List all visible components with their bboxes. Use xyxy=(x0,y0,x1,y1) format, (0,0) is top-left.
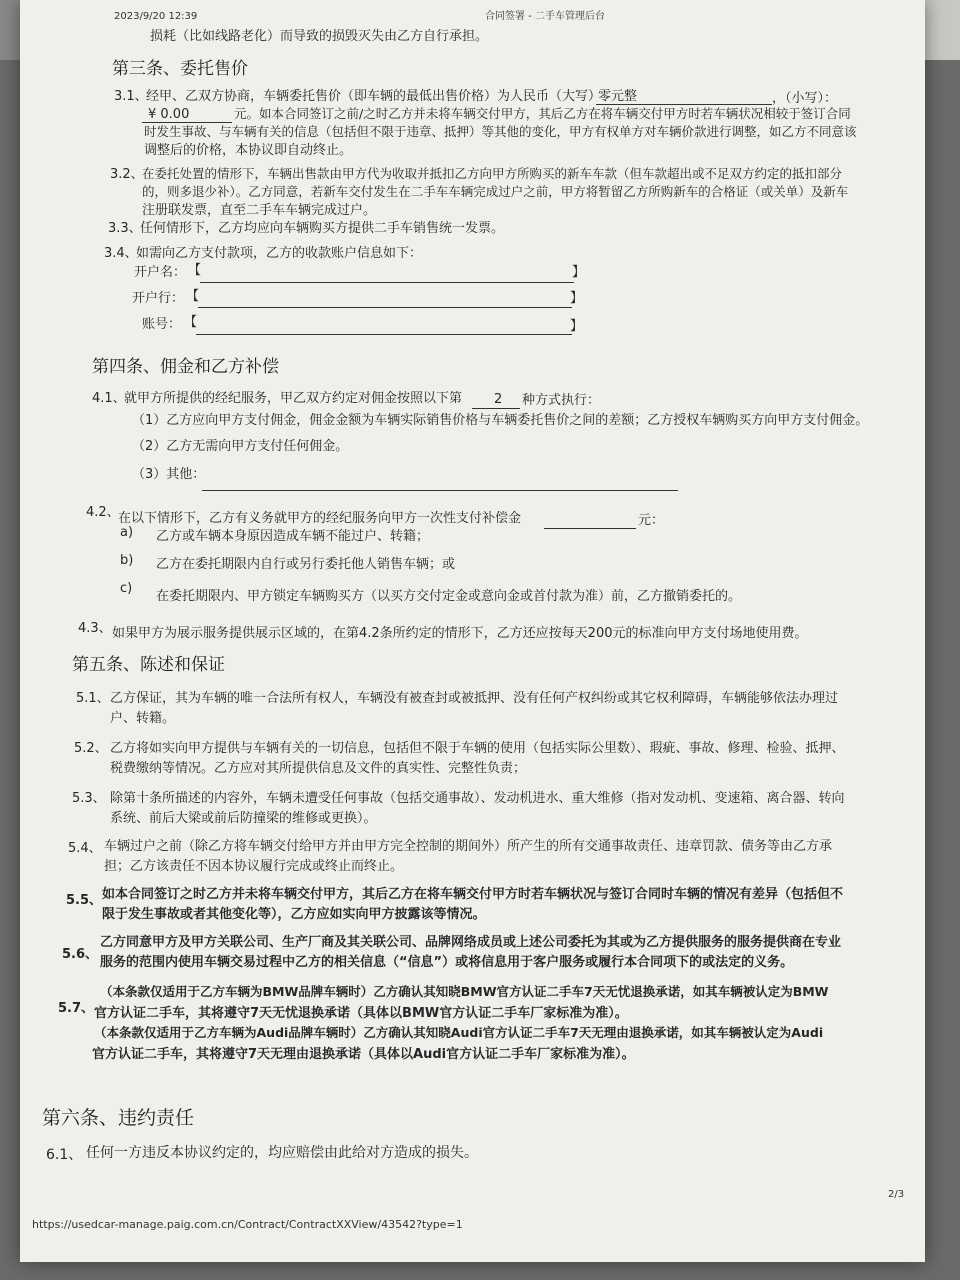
clause-5-1-text-b: 户、转籍。 xyxy=(110,711,176,726)
article-6-heading: 第六条、违约责任 xyxy=(42,1107,195,1129)
account-number-line xyxy=(196,334,572,335)
case-b-label: b) xyxy=(120,553,134,568)
page-url: https://usedcar-manage.paig.com.cn/Contract/ContractXXView/43542?type=1 xyxy=(32,1218,463,1231)
price-words-value: 零元整 xyxy=(598,89,638,104)
account-name-bracket-close: 】 xyxy=(572,265,586,280)
clause-5-6-number: 5.6、 xyxy=(62,947,99,962)
commission-option-3: （3）其他： xyxy=(132,467,206,482)
clause-5-4-text-a: 车辆过户之前（除乙方将车辆交付给甲方并由甲方完全控制的期间外）所产生的所有交通事故责任、违章罚款、债务等由乙方承 xyxy=(104,839,833,854)
clause-5-4-number: 5.4、 xyxy=(68,841,102,856)
clause-5-7-text-d: 官方认证二手车，其将遵守7天无理由退换承诺（具体以Audi官方认证二手车厂家标准为准）。 xyxy=(92,1047,635,1062)
clause-5-5-text-b: 限于发生事故或者其他变化等），乙方应如实向甲方披露该等情况。 xyxy=(102,907,486,922)
account-bank-bracket-open: 【 xyxy=(186,289,200,304)
clause-4-3-number: 4.3、 xyxy=(78,621,112,636)
commission-option-3-line xyxy=(202,490,678,491)
clause-3-2-text-c: 注册联发票，直至二手车车辆完成过户。 xyxy=(142,203,377,218)
clause-5-3-text-b: 系统、前后大梁或前后防撞梁的维修或更换）。 xyxy=(110,811,377,826)
account-name-line xyxy=(200,282,574,283)
clause-5-5-number: 5.5、 xyxy=(66,893,103,908)
account-number-bracket-open: 【 xyxy=(184,315,198,330)
clause-5-6-text-b: 服务的范围内使用车辆交易过程中乙方的相关信息（“信息”）或将信息用于客户服务或履行本合同项下的或法定的义务。 xyxy=(100,955,794,970)
print-datetime: 2023/9/20 12:39 xyxy=(114,11,198,22)
clause-5-2-text-a: 乙方将如实向甲方提供与车辆有关的一切信息，包括但不限于车辆的使用（包括实际公里数）、瑕疵、事故、修理、检验、抵押、 xyxy=(110,741,845,756)
clause-5-5-text-a: 如本合同签订之时乙方并未将车辆交付甲方，其后乙方在将车辆交付甲方时若车辆状况与签订合同时车辆的情况有差异（包括但不 xyxy=(102,887,844,902)
price-words-line xyxy=(596,104,772,105)
clause-5-7-text-a: （本条款仅适用于乙方车辆为BMW品牌车辆时）乙方确认其知晓BMW官方认证二手车7天无忧退换承诺，如其车辆被认定为BMW xyxy=(100,984,829,999)
article-4-heading: 第四条、佣金和乙方补偿 xyxy=(92,357,279,377)
case-a-text: 乙方或车辆本身原因造成车辆不能过户、转籍； xyxy=(156,529,430,544)
clause-5-7-text-c: （本条款仅适用于乙方车辆为Audi品牌车辆时）乙方确认其知晓Audi官方认证二手车7天无理由退换承诺，如其车辆被认定为Audi xyxy=(94,1025,824,1040)
clause-3-2-number: 3.2、 xyxy=(110,167,144,182)
clause-5-3-text-a: 除第十条所描述的内容外，车辆未遭受任何事故（包括交通事故）、发动机进水、重大维修（指对发动机、变速箱、离合器、转向 xyxy=(110,791,845,806)
clause-5-4-text-b: 担；乙方该责任不因本协议履行完成或终止而终止。 xyxy=(104,859,404,874)
intro-line: 损耗（比如线路老化）而导致的损毁灭失由乙方自行承担。 xyxy=(150,29,489,44)
commission-option-value: 2 xyxy=(494,392,503,407)
clause-3-1-text-a: 经甲、乙双方协商，车辆委托售价（即车辆的最低出售价格）为人民币（大写） xyxy=(146,89,602,104)
clause-5-3-number: 5.3、 xyxy=(72,791,106,806)
account-number-bracket-close: 】 xyxy=(570,319,584,334)
clause-3-1-text-b: 元。如本合同签订之前/之时乙方并未将车辆交付甲方，其后乙方在将车辆交付甲方时若车辆状况相较于签订合同 xyxy=(234,106,851,121)
compensation-amount-line xyxy=(544,528,636,529)
print-title: 合同签署 - 二手车管理后台 xyxy=(485,11,605,22)
clause-4-2-number: 4.2、 xyxy=(86,505,120,520)
clause-4-1-number: 4.1、 xyxy=(92,391,126,406)
article-3-heading: 第三条、委托售价 xyxy=(112,59,248,79)
case-c-text: 在委托期限内、甲方锁定车辆购买方（以买方交付定金或意向金或首付款为准）前，乙方撤销委托的。 xyxy=(156,589,742,604)
clause-3-3-number: 3.3、 xyxy=(108,221,142,236)
contract-page xyxy=(20,0,925,1262)
commission-option-line xyxy=(472,408,520,409)
clause-3-4-number: 3.4、 xyxy=(104,246,138,261)
clause-6-1-number: 6.1、 xyxy=(46,1147,83,1163)
clause-3-1-number: 3.1、 xyxy=(114,89,148,104)
page-number: 2/3 xyxy=(888,1189,905,1200)
account-number-label: 账号： xyxy=(142,317,182,332)
price-amount-value: ¥ 0.00 xyxy=(148,107,190,122)
article-5-heading: 第五条、陈述和保证 xyxy=(72,655,225,675)
clause-3-1-text-c: 时发生事故、与车辆有关的信息（包括但不限于违章、抵押）等其他的变化，甲方有权单方对车辆价款进行调整，如乙方不同意该 xyxy=(144,124,857,139)
price-amount-line xyxy=(142,122,232,123)
account-bank-line xyxy=(198,307,572,308)
clause-3-2-text-b: 的，则多退少补）。乙方同意，若新车交付发生在二手车车辆完成过户之前，甲方将暂留乙方所购新车的合格证（或关单）及新车 xyxy=(142,184,849,199)
commission-option-1: （1）乙方应向甲方支付佣金，佣金金额为车辆实际销售价格与车辆委托售价之间的差额；乙方授权车辆购买方向甲方支付佣金。 xyxy=(132,413,869,428)
account-name-bracket-open: 【 xyxy=(188,263,202,278)
clause-4-2-text-b: 元： xyxy=(638,513,665,528)
clause-3-3-text: 任何情形下，乙方均应向车辆购买方提供二手车销售统一发票。 xyxy=(140,221,505,236)
clause-5-2-number: 5.2、 xyxy=(74,741,108,756)
case-a-label: a) xyxy=(120,525,134,540)
clause-5-7-text-b: 官方认证二手车，其将遵守7天无忧退换承诺（具体以BMW官方认证二手车厂家标准为准）。 xyxy=(94,1006,628,1021)
clause-4-2-text-a: 在以下情形下，乙方有义务就甲方的经纪服务向甲方一次性支付补偿金 xyxy=(118,511,522,526)
clause-5-6-text-a: 乙方同意甲方及甲方关联公司、生产厂商及其关联公司、品牌网络成员或上述公司委托为其或为乙方提供服务的服务提供商在专业 xyxy=(100,935,842,950)
commission-option-2: （2）乙方无需向甲方支付任何佣金。 xyxy=(132,439,349,454)
account-bank-bracket-close: 】 xyxy=(570,291,584,306)
clause-4-1-text-a: 就甲方所提供的经纪服务，甲乙双方约定对佣金按照以下第 xyxy=(124,391,463,406)
clause-5-7-number: 5.7、 xyxy=(58,1001,95,1016)
clause-5-1-number: 5.1、 xyxy=(76,691,110,706)
clause-4-1-text-b: 种方式执行： xyxy=(522,393,601,408)
case-b-text: 乙方在委托期限内自行或另行委托他人销售车辆；或 xyxy=(156,557,456,572)
clause-5-1-text-a: 乙方保证，其为车辆的唯一合法所有权人，车辆没有被查封或被抵押、没有任何产权纠纷或其它权利障碍，车辆能够依法办理过 xyxy=(110,691,839,706)
account-bank-label: 开户行： xyxy=(132,291,185,306)
clause-3-1-text-d: 调整后的价格，本协议即自动终止。 xyxy=(144,143,353,158)
clause-3-4-text: 如需向乙方支付款项，乙方的收款账户信息如下： xyxy=(136,246,423,261)
case-c-label: c) xyxy=(120,581,133,596)
clause-5-2-text-b: 税费缴纳等情况。乙方应对其所提供信息及文件的真实性、完整性负责； xyxy=(110,761,527,776)
account-name-label: 开户名： xyxy=(134,265,187,280)
clause-3-2-text-a: 在委托处置的情形下，车辆出售款由甲方代为收取并抵扣乙方向甲方所购买的新车车款（但车款超出或不足双方约定的抵扣部分 xyxy=(142,166,843,181)
price-small-label: ，（小写）： xyxy=(772,91,838,106)
clause-4-3-text: 如果甲方为展示服务提供展示区域的，在第4.2条所约定的情形下，乙方还应按每天200元的标准向甲方支付场地使用费。 xyxy=(112,626,808,641)
clause-6-1-text: 任何一方违反本协议约定的，均应赔偿由此给对方造成的损失。 xyxy=(86,1145,478,1161)
